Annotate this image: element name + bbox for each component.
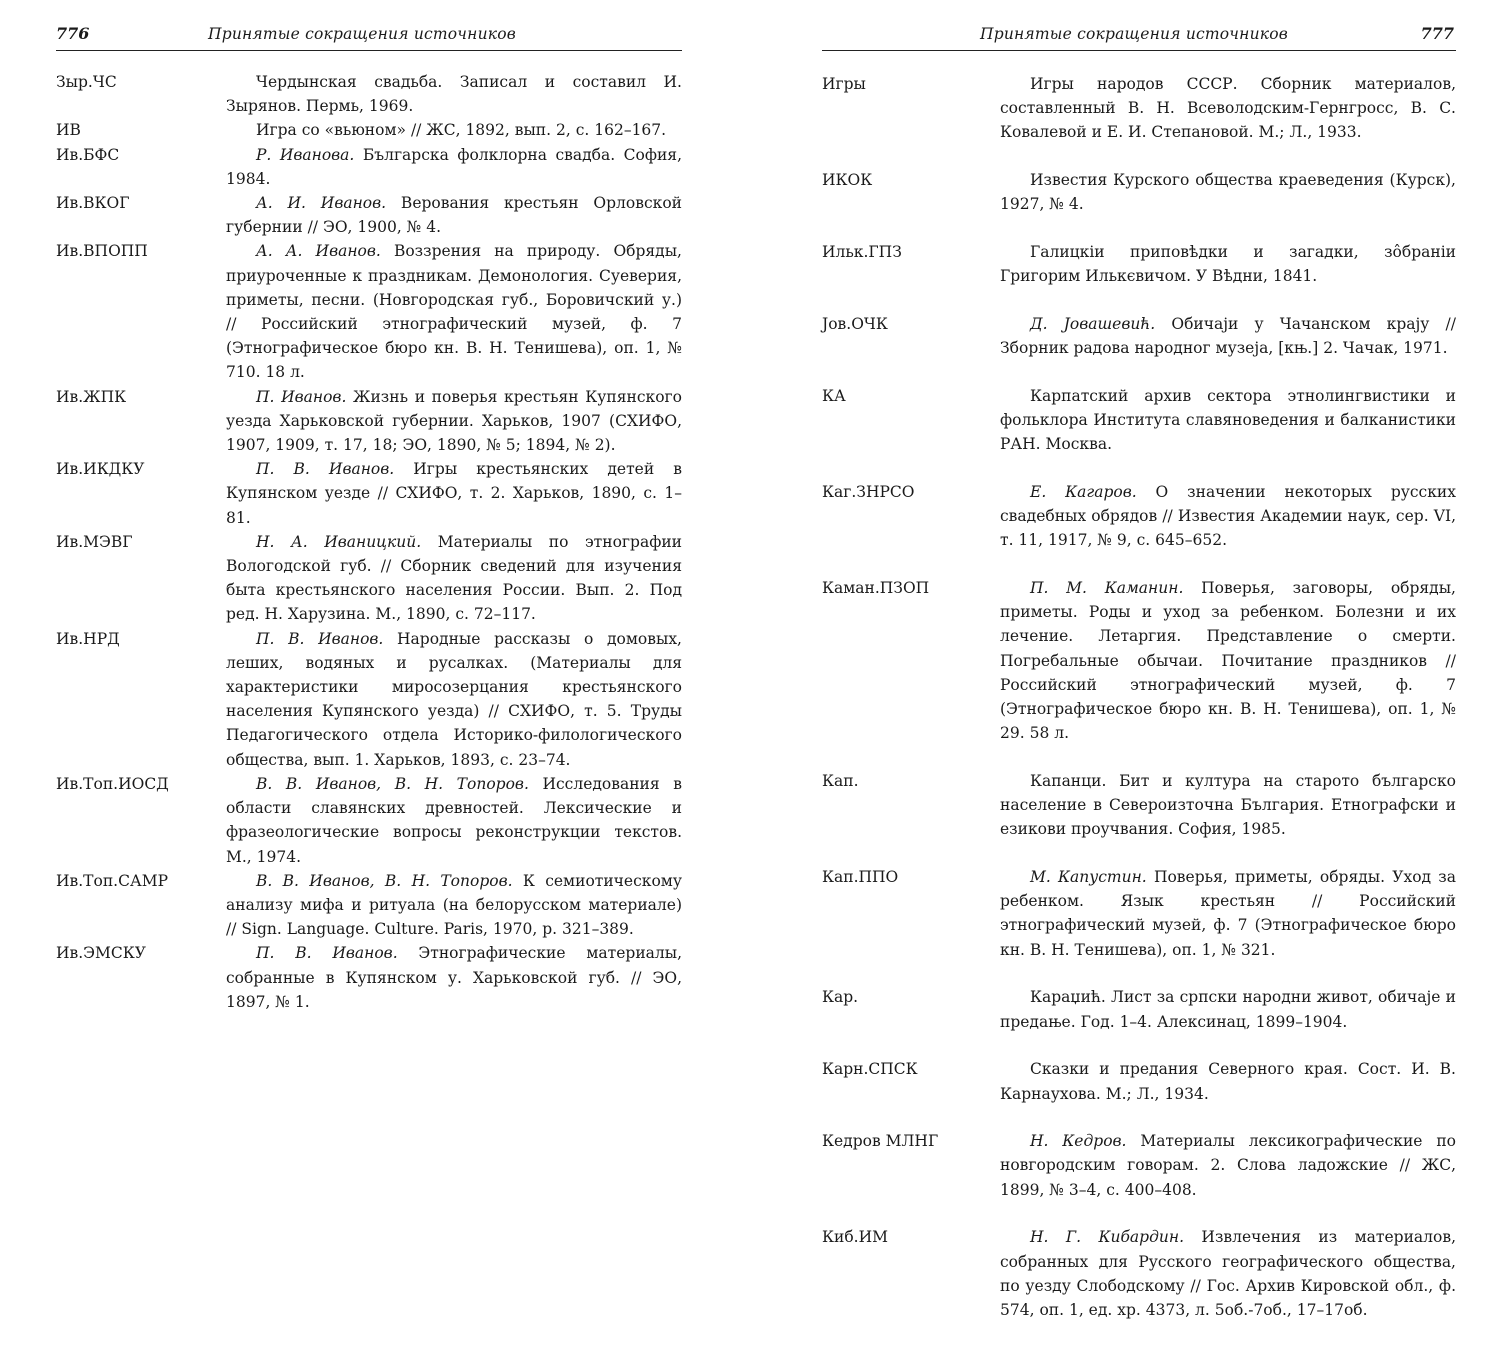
- entry-list: [822, 72, 1456, 1346]
- entry-description: [1000, 240, 1456, 288]
- bibliography-entry: [56, 869, 682, 942]
- entry-abbreviation: Кап.ППО: [822, 868, 899, 887]
- entry-abbreviation: Каман.ПЗОП: [822, 579, 930, 598]
- entry-text: Поверья, приметы, обряды. Уход за ребенком. Язык крестьян // Российский этнографический музей, ф. 7 (Этнографическое бюро кн. В. Н. Тенишева), оп. 1, № 321.: [1000, 868, 1456, 959]
- entry-text: О значении некоторых русских свадебных обрядов // Известия Академии наук, сер. VI, т. 11, 1917, № 9, с. 645–652.: [1000, 482, 1456, 550]
- entry-text: Этнографические материалы, собранные в Купянском у. Харьковской губ. // ЭО, 1897, № 1.: [226, 944, 682, 1011]
- entry-abbreviation: Ив.НРД: [56, 629, 120, 648]
- entry-abbreviation: КА: [822, 386, 846, 405]
- running-head-left: [56, 24, 682, 51]
- bibliography-entry: [56, 530, 682, 627]
- entry-description: [1000, 576, 1456, 745]
- bibliography-entry: [822, 312, 1456, 360]
- entry-text: Българска фолклорна свадба. София, 1984.: [226, 145, 683, 188]
- bibliography-entry: [56, 191, 682, 239]
- entry-description: [226, 385, 682, 458]
- entry-author: Н. Г. Кибардин.: [1030, 1228, 1185, 1247]
- entry-description: [226, 627, 682, 772]
- bibliography-entry: [822, 480, 1456, 553]
- entry-description: [226, 239, 682, 384]
- entry-description: [226, 457, 682, 530]
- entry-description: [1000, 1129, 1456, 1202]
- entry-description: [1000, 168, 1456, 216]
- entry-description: [1000, 1225, 1456, 1322]
- entry-abbreviation: Кедров МЛНГ: [822, 1132, 939, 1151]
- bibliography-entry: [56, 70, 682, 118]
- entry-list: [56, 70, 682, 1014]
- bibliography-entry: [56, 457, 682, 530]
- entry-abbreviation: ИКОК: [822, 171, 873, 190]
- entry-abbreviation: Ив.МЭВГ: [56, 532, 133, 551]
- bibliography-entry: [56, 627, 682, 772]
- entry-text: Обичаји у Чачанском крају // Зборник радова народног музеја, [књ.] 2. Чачак, 1971.: [1000, 314, 1456, 358]
- entry-author: П. В. Иванов.: [256, 629, 384, 648]
- entry-abbreviation: Кап.: [822, 771, 859, 790]
- entry-abbreviation: Ив.ЭМСКУ: [56, 944, 146, 963]
- entry-author: П. М. Каманин.: [1030, 579, 1184, 598]
- entry-text: Караџић. Лист за српски народни живот, обичаје и предање. Год. 1–4. Алексинац, 1899–1904.: [1000, 988, 1456, 1031]
- entry-abbreviation: Игры: [822, 75, 866, 93]
- entry-author: А. И. Иванов.: [256, 194, 387, 213]
- entry-text: Материалы лексикографические по новгородским говорам. 2. Слова ладожские // ЖС, 1899, № 3–4, с. 400–408.: [1000, 1132, 1456, 1199]
- bibliography-entry: [822, 168, 1456, 216]
- entry-author: М. Капустин.: [1030, 868, 1147, 887]
- bibliography-entry: [822, 1129, 1456, 1202]
- entry-abbreviation: ИВ: [56, 121, 81, 140]
- entry-text: Жизнь и поверья крестьян Купянского уезда Харьковской губернии. Харьков, 1907 (СХИФО, 1907, 1909, т. 17, 18; ЭО, 1890, № 5; 1894, № 2).: [226, 387, 683, 455]
- entry-abbreviation: Карн.СПСК: [822, 1060, 918, 1079]
- entry-description: [226, 70, 682, 118]
- entry-description: [1000, 480, 1456, 553]
- entry-description: [226, 118, 682, 142]
- bibliography-entry: [56, 772, 682, 869]
- entry-abbreviation: Јов.ОЧК: [822, 314, 888, 333]
- entry-author: П. В. Иванов.: [256, 944, 398, 963]
- entry-abbreviation: Зыр.ЧС: [56, 73, 117, 91]
- entry-abbreviation: Каг.ЗНРСО: [822, 482, 915, 501]
- entry-description: [226, 941, 682, 1014]
- bibliography-entry: [822, 576, 1456, 745]
- entry-text: Игры народов СССР. Сборник материалов, составленный В. Н. Всеволодским-Гернгросс, В. С. Ковалевой и Е. И. Степановой. М.; Л., 1933.: [1000, 75, 1456, 142]
- entry-abbreviation: Ив.ВПОПП: [56, 242, 148, 261]
- entry-description: [226, 143, 682, 191]
- entry-description: [226, 530, 682, 627]
- entry-abbreviation: Киб.ИМ: [822, 1228, 888, 1247]
- entry-text: К семиотическому анализу мифа и ритуала (на белорусском материале) // Sign. Language. Culture. Paris, 1970, p. 321–389.: [226, 871, 682, 939]
- bibliography-entry: [56, 239, 682, 384]
- entry-abbreviation: Ив.Топ.ИОСД: [56, 774, 169, 793]
- entry-description: [1000, 865, 1456, 962]
- bibliography-entry: [822, 384, 1456, 457]
- entry-description: [226, 869, 682, 942]
- entry-description: [1000, 985, 1456, 1033]
- entry-text: Сказки и предания Северного края. Сост. И. В. Карнаухова. М.; Л., 1934.: [1000, 1060, 1456, 1103]
- entry-text: Известия Курского общества краеведения (Курск), 1927, № 4.: [1000, 171, 1456, 214]
- entry-author: Н. А. Иваницкий.: [256, 532, 422, 551]
- entry-text: Верования крестьян Орловской губернии // ЭО, 1900, № 4.: [226, 194, 682, 237]
- entry-text: Капанци. Бит и култура на старото българско население в Североизточна България. Етнографски и езикови проучвания. София, 1985.: [1000, 771, 1456, 839]
- entry-text: Игра со «вьюном» // ЖС, 1892, вып. 2, с. 162–167.: [256, 121, 667, 140]
- entry-author: В. В. Иванов, В. Н. Топоров.: [256, 871, 513, 890]
- entry-author: А. А. Иванов.: [256, 242, 381, 261]
- entry-text: Народные рассказы о домовых, леших, водяных и русалках. (Материалы для характеристики миросозерцания крестьянского населения Купянского уезда) // СХИФО, т. 5. Труды Педагогического отдела Историко-филологического общества, вып. 1. Харьков, 1893, с. 23–74.: [226, 629, 682, 769]
- left-page: [56, 0, 682, 1036]
- entry-author: П. В. Иванов.: [256, 460, 395, 479]
- bibliography-entry: [822, 240, 1456, 288]
- entry-abbreviation: Ив.ИКДКУ: [56, 460, 145, 479]
- bibliography-entry: [822, 769, 1456, 842]
- entry-text: Галицкіи приповѣдки и загадки, зôбраніи Григорим Илькєвичом. У Вѣдни, 1841.: [1000, 243, 1456, 286]
- entry-text: Извлечения из материалов, собранных для Русского географического общества, по уезду Слободскому // Гос. Архив Кировской обл., ф. 574, оп. 1, ед. хр. 4373, л. 5об.-7об., 17–17об.: [1000, 1228, 1456, 1319]
- entry-text: Чердынская свадьба. Записал и составил И. Зырянов. Пермь, 1969.: [226, 73, 682, 116]
- entry-abbreviation: Ильк.ГПЗ: [822, 243, 902, 262]
- entry-author: Д. Јовашевић.: [1030, 314, 1156, 333]
- running-head-title: Принятые сокращения источников: [980, 25, 1288, 43]
- page-number: 777: [1420, 24, 1454, 43]
- entry-abbreviation: Кар.: [822, 988, 859, 1007]
- entry-abbreviation: Ив.БФС: [56, 145, 120, 164]
- entry-author: Н. Кедров.: [1030, 1132, 1127, 1151]
- entry-text: Исследования в области славянских древностей. Лексические и фразеологические вопросы реконструкции текстов. М., 1974.: [226, 774, 682, 866]
- bibliography-entry: [56, 385, 682, 458]
- entry-text: Карпатский архив сектора этнолингвистики и фольклора Института славяноведения и балканистики РАН. Москва.: [1000, 386, 1456, 454]
- bibliography-entry: [56, 143, 682, 191]
- entry-abbreviation: Ив.ЖПК: [56, 387, 127, 406]
- right-page: [822, 0, 1456, 1319]
- bibliography-entry: [822, 1225, 1456, 1322]
- entry-text: Игры крестьянских детей в Купянском уезде // СХИФО, т. 2. Харьков, 1890, с. 1–81.: [226, 460, 682, 527]
- bibliography-entry: [56, 118, 682, 142]
- running-head-title: Принятые сокращения источников: [208, 25, 516, 43]
- bibliography-entry: [822, 1057, 1456, 1105]
- entry-author: Р. Иванова.: [256, 145, 355, 164]
- entry-author: В. В. Иванов, В. Н. Топоров.: [256, 774, 529, 793]
- entry-text: Воззрения на природу. Обряды, приуроченные к праздникам. Демонология. Суеверия, приметы, песни. (Новгородская губ., Боровичский у.) // Российский этнографический музей, ф. 7 (Этнографическое бюро кн. В. Н. Тенишева), оп. 1, № 710. 18 л.: [226, 242, 682, 382]
- entry-author: Е. Кагаров.: [1030, 482, 1137, 501]
- entry-description: [226, 772, 682, 869]
- entry-text: Материалы по этнографии Вологодской губ. // Сборник сведений для изучения быта крестьянского населения России. Вып. 2. Под ред. Н. Харузина. М., 1890, с. 72–117.: [226, 532, 682, 624]
- entry-abbreviation: Ив.Топ.САМР: [56, 871, 168, 890]
- page-number: 776: [56, 24, 90, 43]
- bibliography-entry: [56, 941, 682, 1014]
- running-head-right: [822, 24, 1456, 51]
- bibliography-entry: [822, 985, 1456, 1033]
- entry-description: [226, 191, 682, 239]
- entry-abbreviation: Ив.ВКОГ: [56, 194, 130, 213]
- entry-description: [1000, 384, 1456, 457]
- bibliography-entry: [822, 865, 1456, 962]
- entry-text: Поверья, заговоры, обряды, приметы. Роды и уход за ребенком. Болезни и их лечение. Летаргия. Представление о смерти. Погребальные обычаи. Почитание праздников // Российский этнографический музей, ф. 7 (Этнографическое бюро кн. В. Н. Тенишева), оп. 1, № 29. 58 л.: [1000, 579, 1456, 743]
- entry-description: [1000, 1057, 1456, 1105]
- entry-description: [1000, 769, 1456, 842]
- entry-description: [1000, 72, 1456, 145]
- bibliography-entry: [822, 72, 1456, 145]
- entry-description: [1000, 312, 1456, 360]
- entry-author: П. Иванов.: [256, 387, 347, 406]
